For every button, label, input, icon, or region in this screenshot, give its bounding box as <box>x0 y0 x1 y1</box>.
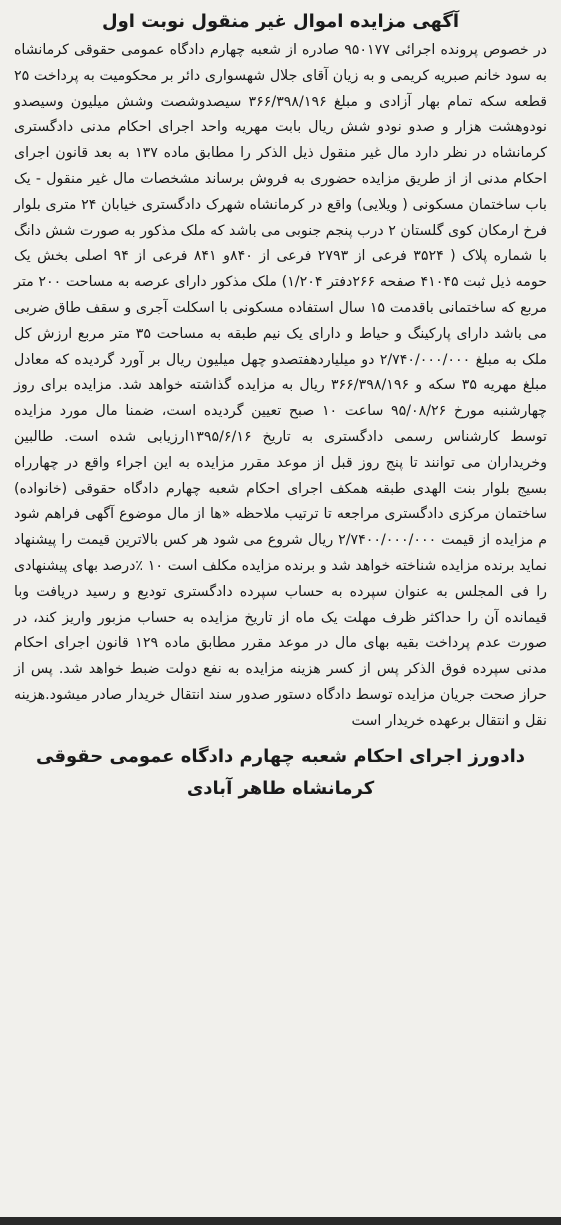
bottom-divider <box>0 1217 561 1225</box>
notice-title: آگهی مزایده اموال غیر منقول نوبت اول <box>101 11 460 32</box>
signature-line-1: دادورز اجرای احکام شعبه چهارم دادگاه عمومی حقوقی <box>36 745 525 767</box>
signature-block <box>14 741 547 805</box>
notice-body: در خصوص پرونده اجرائی ۹۵۰۱۷۷ صادره از شعبه چهارم دادگاه عمومی حقوقی کرمانشاه به سود خانم صبریه کریمی و به زیان آقای جلال شهسواری دائر بر محکومیت به پرداخت ۲۵ قطعه سکه تمام بهار آزادی و مبلغ ۳۶۶/۳۹۸/۱۹۶ سیصدوشصت وشش میلیون وسیصدو نودوهشت هزار و صدو نودو شش ریال بابت مهریه واحد اجرای احکام مدنی دادگستری کرمانشاه در نظر دارد مال غیر منقول ذیل الذکر را مطابق ماده ۱۳۷ به بعد قانون اجرای احکام مدنی از از طریق مزایده حضوری به فروش برساند مشخصات مال غیر منقول - یک باب ساختمان مسکونی ( ویلایی) واقع در کرمانشاه شهرک دادگستری خیابان ۲۴ متری بلوار فرخ ارمکان کوی گلستان ۲ درب پنجم جنوبی می باشد که ملک مذکور به صورت شش دانگ با شماره پلاک ( ۳۵۲۴ فرعی از ۲۷۹۳ فرعی از ۸۴۰و ۸۴۱ فرعی از ۹۴ اصلی بخش یک حومه ذیل ثبت ۴۱۰۴۵ صفحه ۲۶۶دفتر ۱/۲۰۴) ملک مذکور دارای عرصه به مساحت ۲۰۰ متر مربع که ساختمانی باقدمت ۱۵ سال استفاده مسکونی با اسکلت آجری و سقف طاق ضربی می باشد دارای پارکینگ و حیاط و دارای یک نیم طبقه به مساحت ۳۵ متر مربع ارزش کل ملک به مبلغ ۲/۷۴۰/۰۰۰/۰۰۰ دو میلیاردهفتصدو چهل میلیون ریال بر آورد گردیده که معادل مبلغ مهریه ۳۵ سکه و ۳۶۶/۳۹۸/۱۹۶ ریال به مزایده گذاشته خواهد شد. مزایده برای روز چهارشنبه مورخ ۹۵/۰۸/۲۶ ساعت ۱۰ صبح تعیین گردیده است، ضمنا مال مورد مزایده توسط کارشناس رسمی دادگستری به تاریخ ۱۳۹۵/۶/۱۶ارزیابی شده است. طالبین وخریداران می توانند تا پنج روز قبل از موعد مقرر مزایده به این اجراء واقع در چهارراه بسیج بلوار بنت الهدی طبقه همکف اجرای احکام شعبه چهارم دادگاه حقوقی (خانواده) ساختمان مرکزی دادگستری مراجعه تا ترتیب ملاحظه «ها از مال موضوع آگهی فراهم شود م مزایده از قیمت ۲/۷۴۰۰/۰۰۰/۰۰۰ ریال شروع می شود هر کس بالاترین قیمت را پیشنهاد نماید برنده مزایده شناخته خواهد شد و برنده مزایده مکلف است ۱۰ ٪درصد بهای پیشنهادی را فی المجلس به عنوان سپرده به حساب سپرده دادگستری تودیع و رسید دریافت وبا قیمانده آن را حداکثر ظرف مهلت یک ماه از تاریخ مزایده به حساب مزبور واریز کند، در صورت عدم پرداخت بقیه بهای مال در موعد مقرر مطابق ماده ۱۲۹ قانون اجرای احکام مدنی سپرده فوق الذکر پس از کسر هزینه مزایده به نفع دولت ضبط خواهد شد. پس از حراز صحت جریان مزایده توسط دادگاه دستور صدور سند انتقال خریدار صادر میشود.هزینه نقل و انتقال برعهده خریدار است <box>14 42 548 729</box>
signature-line-2: کرمانشاه طاهر آبادی <box>186 777 375 799</box>
